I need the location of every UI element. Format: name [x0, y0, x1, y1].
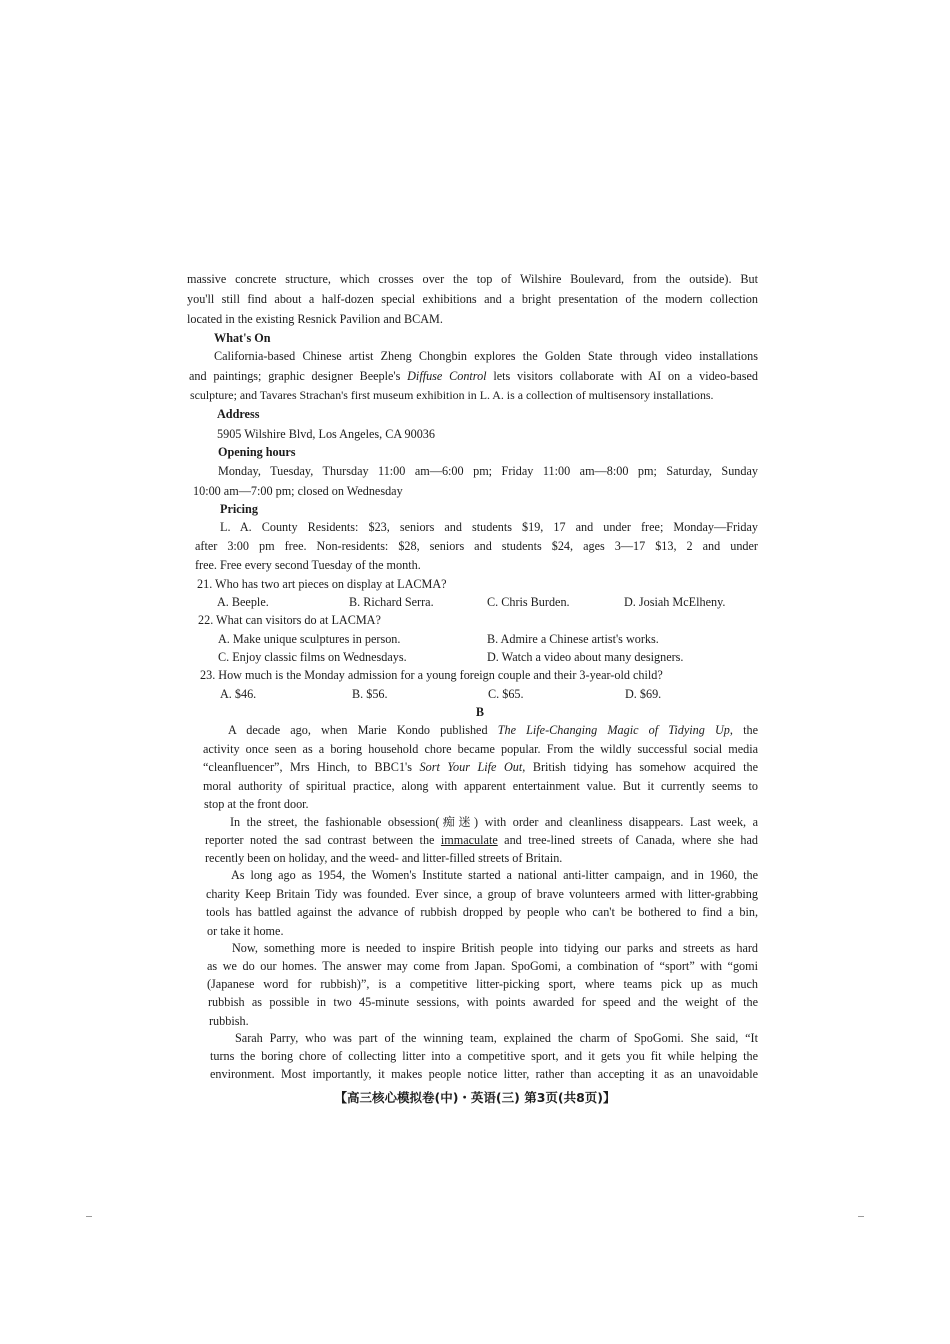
passage-b-line: charity Keep Britain Tidy was founded. Ever since, a group of brave volunteers armed with litter-grabbing	[206, 887, 758, 901]
whats-on-line: California-based Chinese artist Zheng Chongbin explores the Golden State through video installations	[214, 349, 758, 363]
scan-mark	[86, 1216, 92, 1217]
passage-b-line: tools has battled against the advance of rubbish dropped by people who can't be bothered to find a bin,	[206, 905, 758, 919]
passage-a-line: massive concrete structure, which crosses over the top of Wilshire Boulevard, from the outside). But	[187, 272, 758, 286]
question-22-option-d: D. Watch a video about many designers.	[487, 650, 684, 664]
passage-a-line: you'll still find about a half-dozen special exhibitions and a bright presentation of the modern collection	[187, 292, 758, 306]
passage-b-line: Sarah Parry, who was part of the winning team, explained the charm of SpoGomi. She said, “It	[235, 1031, 758, 1045]
whats-on-line: sculpture; and Tavares Strachan's first museum exhibition in L. A. is a collection of multisensory installations.	[190, 388, 714, 402]
question-21-stem: 21. Who has two art pieces on display at LACMA?	[197, 577, 447, 591]
pricing-line: L. A. County Residents: $23, seniors and students $19, 17 and under free; Monday—Friday	[220, 520, 758, 534]
question-23-option-a: A. $46.	[220, 687, 257, 701]
question-22-option-b: B. Admire a Chinese artist's works.	[487, 632, 659, 646]
passage-b-line: Now, something more is needed to inspire British people into tidying our parks and streets as hard	[232, 941, 758, 955]
question-21-option-a: A. Beeple.	[217, 595, 269, 609]
question-21-option-c: C. Chris Burden.	[487, 595, 570, 609]
passage-a-line: located in the existing Resnick Pavilion and BCAM.	[187, 312, 443, 326]
passage-b-line: A decade ago, when Marie Kondo published The Life-Changing Magic of Tidying Up, the	[228, 723, 758, 737]
passage-b-line: as we do our homes. The answer may come from Japan. SpoGomi, a combination of “sport” with “gomi	[207, 959, 758, 973]
section-b-label: B	[475, 705, 485, 719]
question-23-option-b: B. $56.	[352, 687, 388, 701]
hours-line: Monday, Tuesday, Thursday 11:00 am—6:00 pm; Friday 11:00 am—8:00 pm; Saturday, Sunday	[218, 464, 758, 478]
passage-b-line: In the street, the fashionable obsession(痴迷) with order and cleanliness disappears. Last week, a	[230, 815, 758, 829]
passage-b-line: environment. Most importantly, it makes people notice litter, rather than accepting it as an unavoidable	[210, 1067, 758, 1081]
passage-b-line: reporter noted the sad contrast between the immaculate and tree-lined streets of Canada, where she had	[205, 833, 758, 847]
passage-b-line: stop at the front door.	[204, 797, 309, 811]
passage-b-line: moral authority of spiritual practice, along with apparent entertainment value. But it currently seems to	[203, 779, 758, 793]
question-23-option-c: C. $65.	[488, 687, 524, 701]
passage-b-line: recently been on holiday, and the weed- and litter-filled streets of Britain.	[205, 851, 563, 865]
hours-heading: Opening hours	[218, 445, 296, 459]
address-text: 5905 Wilshire Blvd, Los Angeles, CA 90036	[217, 427, 435, 441]
question-22-stem: 22. What can visitors do at LACMA?	[198, 613, 381, 627]
passage-b-line: rubbish as possible in two 45-minute sessions, with points awarded for speed and the weight of the	[208, 995, 758, 1009]
question-22-option-a: A. Make unique sculptures in person.	[218, 632, 401, 646]
scan-mark	[858, 1216, 864, 1217]
question-22-option-c: C. Enjoy classic films on Wednesdays.	[218, 650, 407, 664]
passage-b-line: turns the boring chore of collecting litter into a competitive sport, and it gets you fit while helping the	[210, 1049, 758, 1063]
address-heading: Address	[217, 407, 260, 421]
passage-b-line: (Japanese word for rubbish)”, is a competitive litter-picking sport, where teams pick up as much	[207, 977, 758, 991]
pricing-line: after 3:00 pm free. Non-residents: $28, seniors and students $24, ages 3—17 $13, 2 and under	[195, 539, 758, 553]
passage-b-line: “cleanfluencer”, Mrs Hinch, to BBC1's Sort Your Life Out, British tidying has somehow acquired the	[203, 760, 758, 774]
passage-b-line: rubbish.	[209, 1014, 249, 1028]
pricing-heading: Pricing	[220, 502, 258, 516]
whats-on-line: and paintings; graphic designer Beeple's Diffuse Control lets visitors collaborate with AI on a video-based	[189, 369, 758, 383]
passage-b-line: activity once seen as a boring household chore became popular. From the wildly successful social media	[203, 742, 758, 756]
hours-line: 10:00 am—7:00 pm; closed on Wednesday	[193, 484, 403, 498]
pricing-line: free. Free every second Tuesday of the month.	[195, 558, 421, 572]
whats-on-heading: What's On	[214, 331, 271, 345]
page-footer: 【高三核心模拟卷(中)・英语(三) 第3页(共8页)】	[334, 1090, 616, 1105]
passage-b-line: As long ago as 1954, the Women's Institute started a national anti-litter campaign, and in 1960, the	[231, 868, 758, 882]
question-23-stem: 23. How much is the Monday admission for a young foreign couple and their 3-year-old child?	[200, 668, 663, 682]
passage-b-line: or take it home.	[207, 924, 284, 938]
question-21-option-d: D. Josiah McElheny.	[624, 595, 726, 609]
question-23-option-d: D. $69.	[625, 687, 662, 701]
question-21-option-b: B. Richard Serra.	[349, 595, 434, 609]
